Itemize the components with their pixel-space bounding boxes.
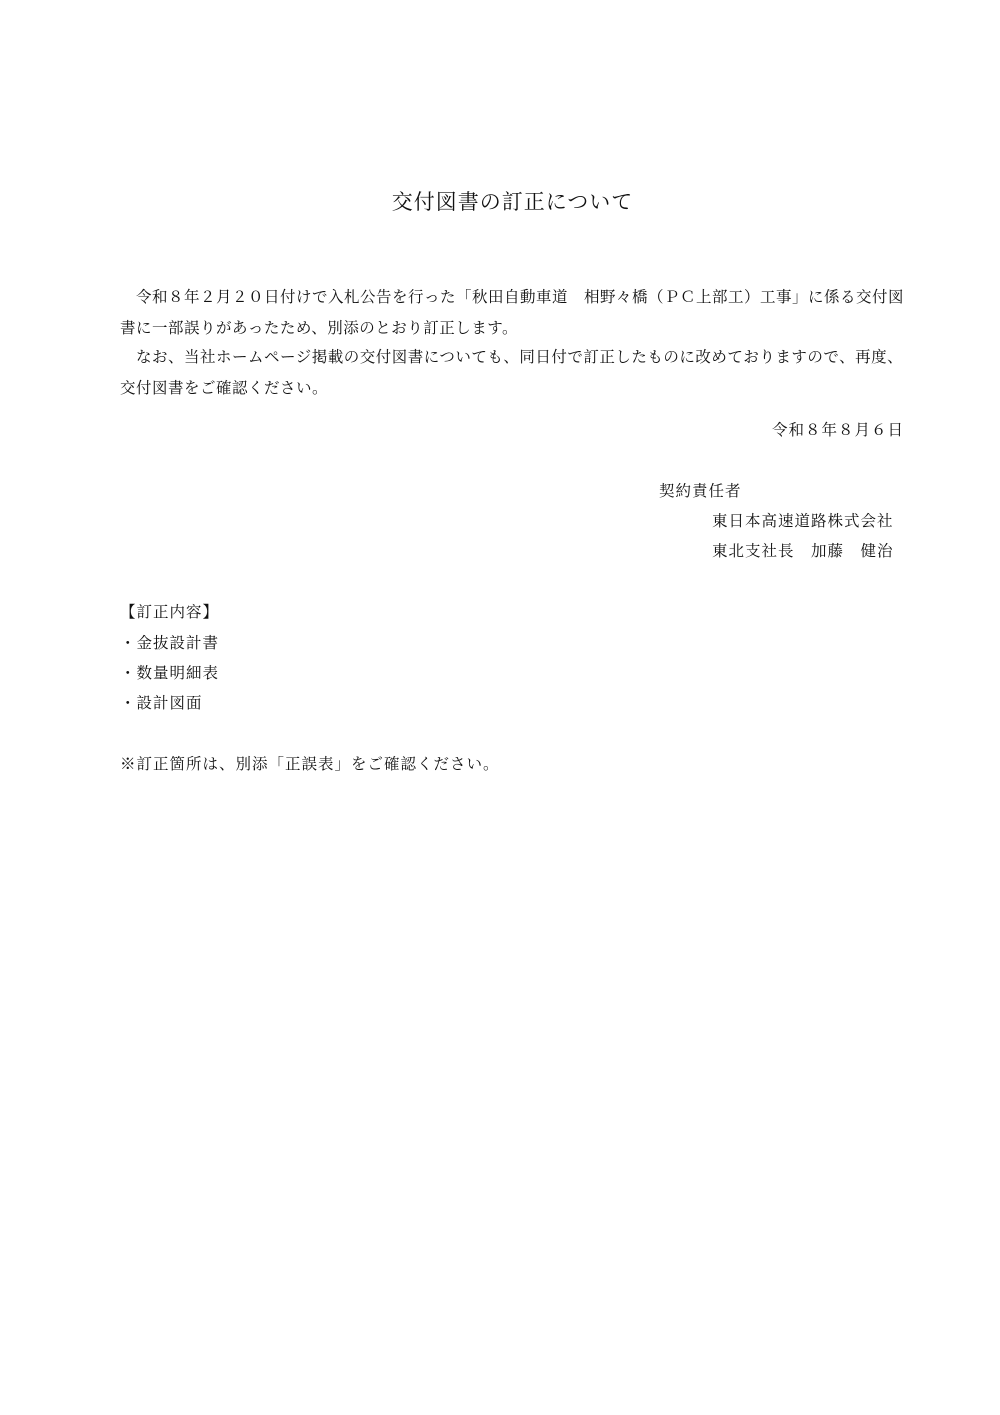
issue-date: 令和８年８月６日	[771, 421, 904, 439]
signer-company: 東日本高速道路株式会社	[712, 512, 894, 530]
list-item: ・金抜設計書	[120, 634, 220, 652]
corrections-list	[120, 628, 219, 718]
corrections-heading: 【訂正内容】	[120, 603, 220, 621]
signer-role: 契約責任者	[659, 482, 742, 500]
list-item: ・設計図面	[120, 694, 203, 712]
body-paragraph-2: なお、当社ホームページ掲載の交付図書についても、同日付で訂正したものに改めておりますので、再度、交付図書をご確認ください。	[120, 347, 904, 397]
signer-name: 東北支社長 加藤 健治	[712, 542, 894, 560]
body-paragraph-1: 令和８年２月２０日付けで入札公告を行った「秋田自動車道 相野々橋（ＰＣ上部工）工事」に係る交付図書に一部誤りがあったため、別添のとおり訂正します。	[120, 287, 905, 337]
correction-note: ※訂正箇所は、別添「正誤表」をご確認ください。	[120, 755, 500, 773]
list-item: ・数量明細表	[120, 664, 220, 682]
document-title: 交付図書の訂正について	[391, 190, 634, 214]
